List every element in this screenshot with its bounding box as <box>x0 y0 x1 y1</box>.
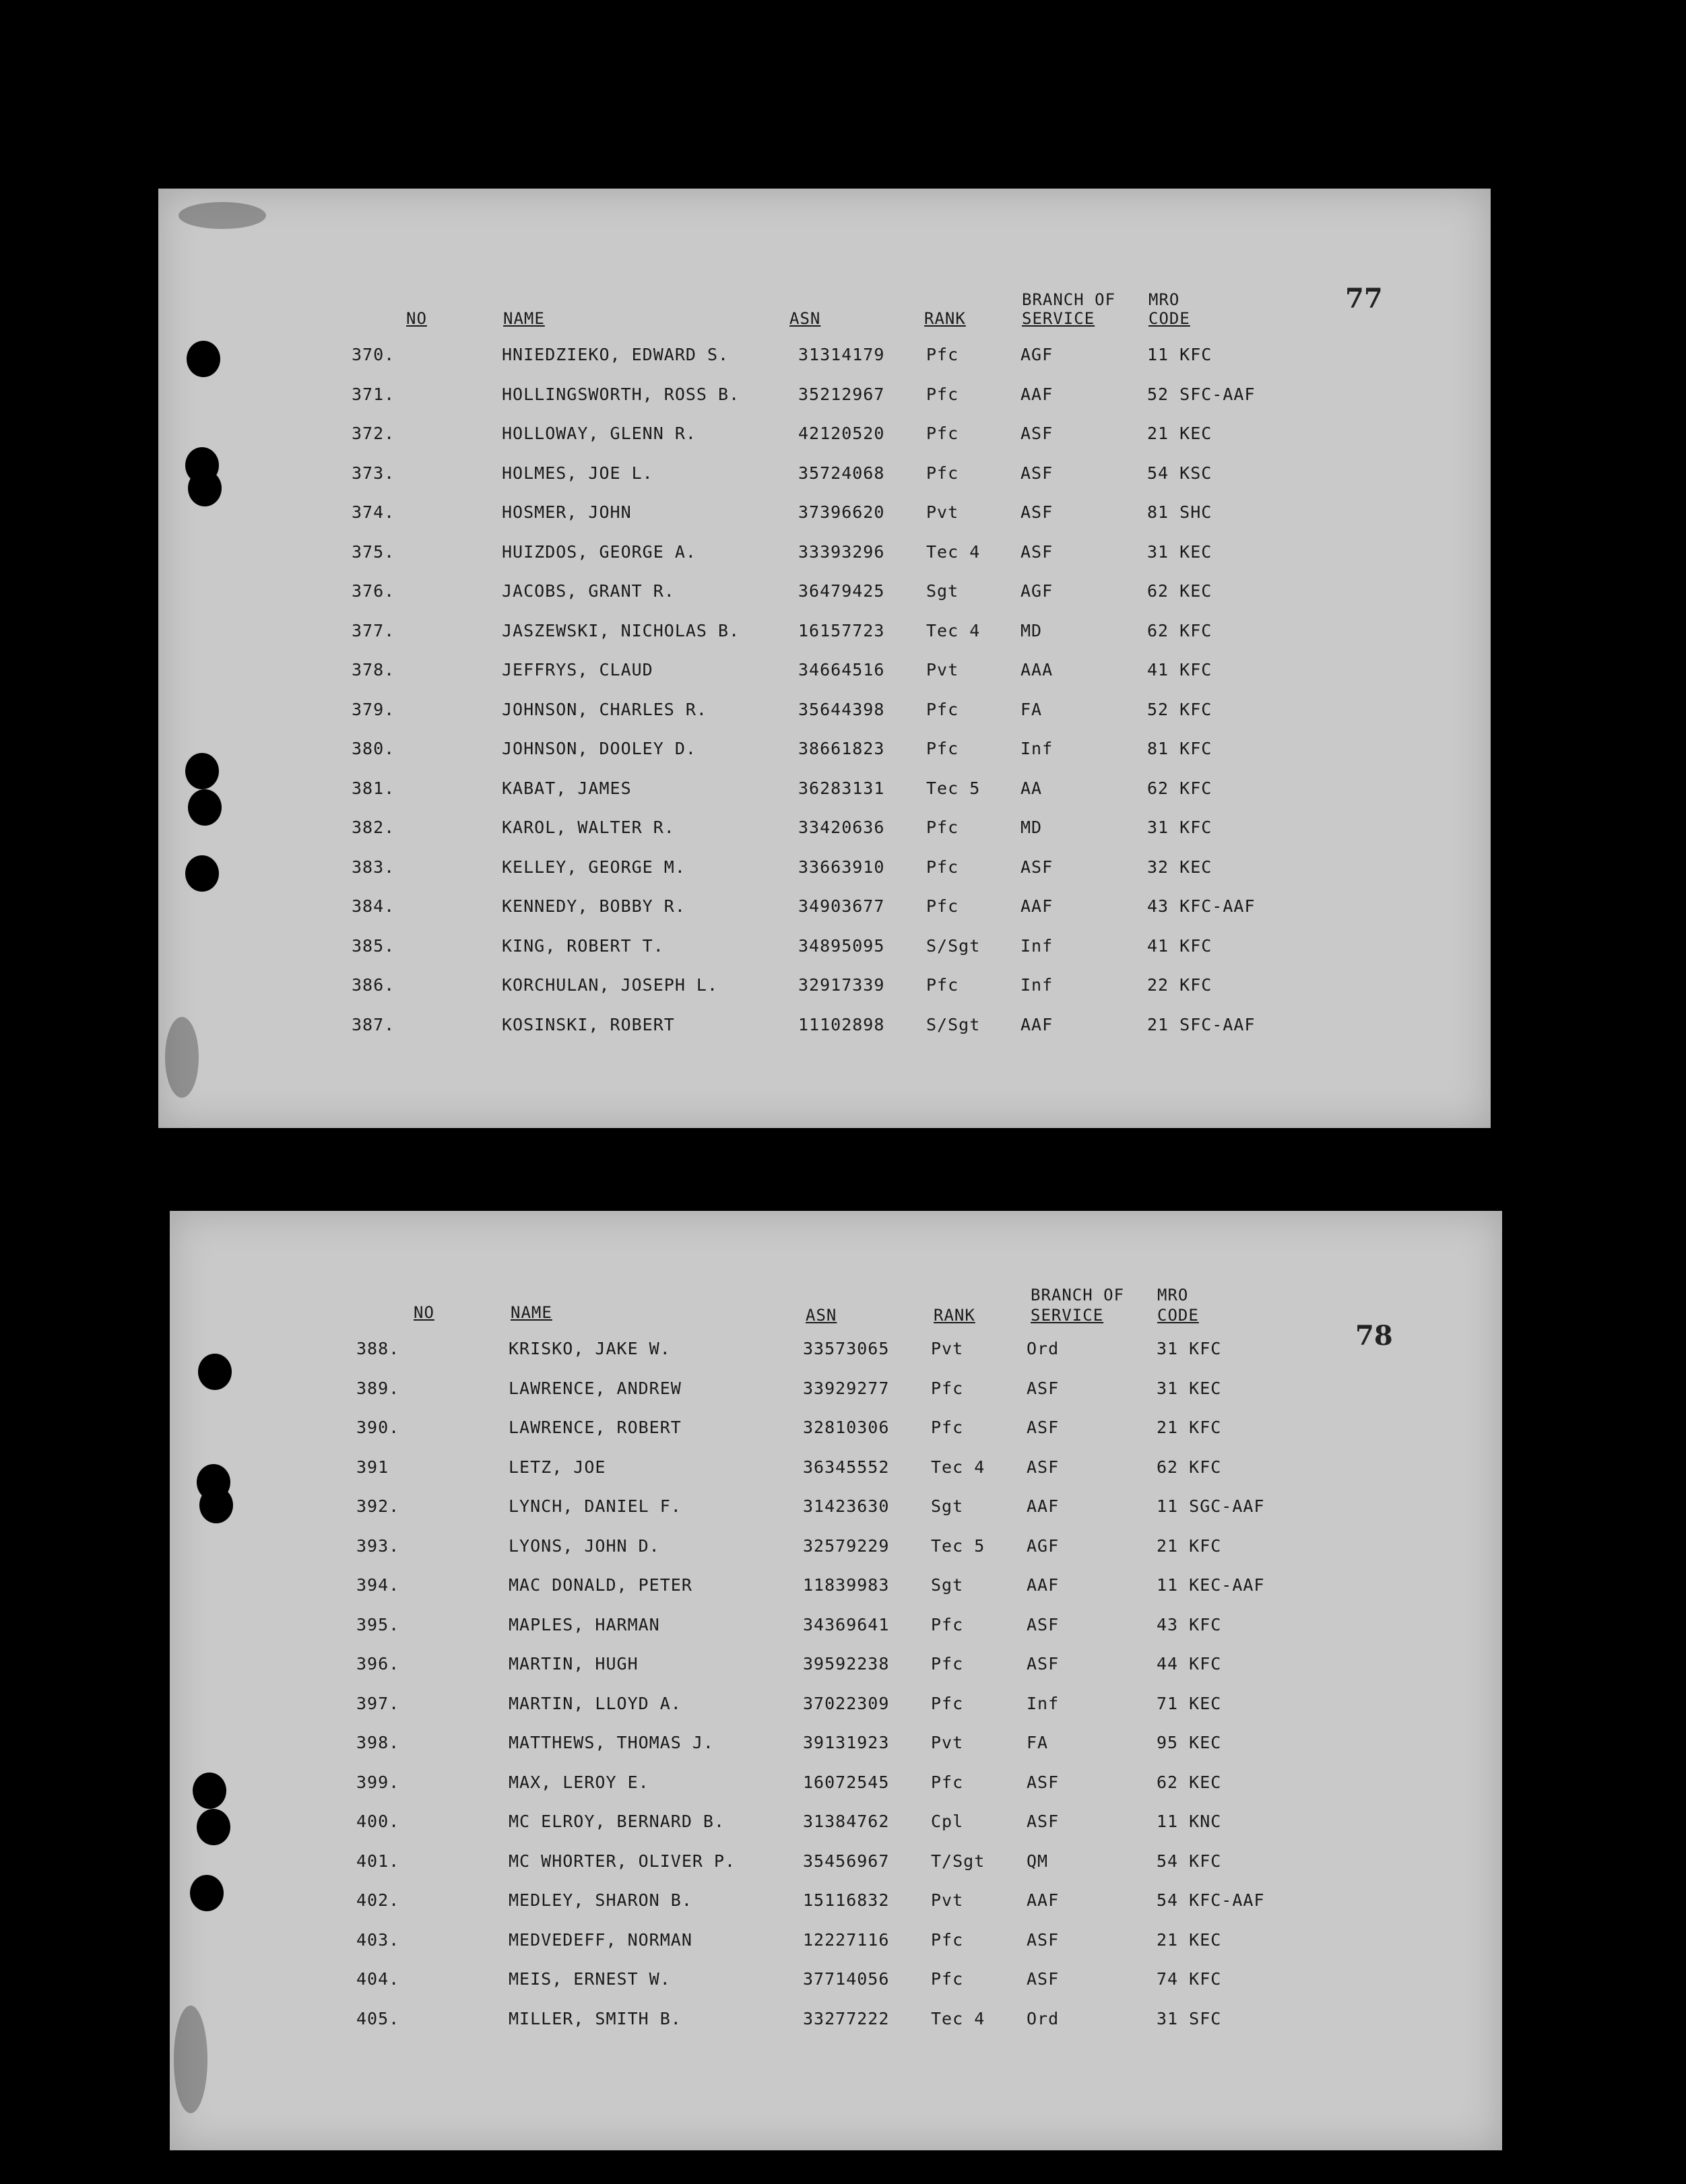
row-rank: Pfc <box>931 1969 964 1989</box>
row-asn: 34895095 <box>798 935 885 956</box>
row-name: LYONS, JOHN D. <box>509 1535 660 1556</box>
row-rank: Pfc <box>926 896 959 916</box>
row-rank: Pvt <box>926 502 959 522</box>
table-row <box>170 1694 1502 1733</box>
row-mro: 43 KFC-AAF <box>1147 896 1256 916</box>
row-mro: 52 SFC-AAF <box>1147 384 1256 404</box>
row-no: 388. <box>356 1339 400 1358</box>
row-rank: Tec 4 <box>926 541 981 562</box>
table-row <box>158 818 1491 857</box>
row-rank: Pfc <box>926 975 959 995</box>
row-no: 398. <box>356 1733 400 1752</box>
table-row <box>158 581 1491 621</box>
row-asn: 32917339 <box>798 975 885 995</box>
row-asn: 35644398 <box>798 699 885 719</box>
table-row <box>170 1418 1502 1457</box>
row-name: JOHNSON, DOOLEY D. <box>502 739 696 758</box>
table-row <box>158 621 1491 661</box>
row-no: 392. <box>356 1496 400 1516</box>
header-mro-line2: CODE <box>1148 309 1190 328</box>
row-mro: 62 KEC <box>1147 581 1212 601</box>
row-rank: Tec 4 <box>931 1457 985 1477</box>
row-branch: MD <box>1020 620 1043 640</box>
row-mro: 31 KFC <box>1147 818 1212 837</box>
row-branch: ASF <box>1020 424 1053 443</box>
row-asn: 33663910 <box>798 857 885 877</box>
row-mro: 44 KFC <box>1157 1654 1222 1674</box>
roster-page-78 <box>170 1211 1502 2150</box>
row-asn: 33277222 <box>803 2008 890 2028</box>
row-asn: 39592238 <box>803 1654 890 1674</box>
row-name: LETZ, JOE <box>509 1457 606 1477</box>
table-row <box>158 660 1491 700</box>
row-rank: Pfc <box>931 1929 964 1950</box>
row-no: 382. <box>352 818 395 837</box>
row-branch: ASF <box>1027 1418 1060 1437</box>
row-name: KING, ROBERT T. <box>502 935 664 956</box>
row-no: 397. <box>356 1693 400 1713</box>
row-name: HNIEDZIEKO, EDWARD S. <box>502 345 729 364</box>
row-rank: Pvt <box>931 1890 964 1910</box>
header-asn: ASN <box>806 1306 837 1325</box>
row-rank: Sgt <box>926 581 959 601</box>
row-name: JEFFRYS, CLAUD <box>502 660 653 680</box>
row-mro: 81 KFC <box>1147 739 1212 758</box>
row-no: 379. <box>352 699 395 719</box>
row-branch: Inf <box>1020 975 1053 995</box>
row-branch: AGF <box>1020 345 1053 364</box>
row-branch: Inf <box>1027 1693 1060 1713</box>
row-no: 387. <box>352 1014 395 1034</box>
row-no: 405. <box>356 2008 400 2028</box>
row-rank: T/Sgt <box>931 1851 985 1871</box>
row-asn: 31423630 <box>803 1496 890 1516</box>
row-name: KOSINSKI, ROBERT <box>502 1014 675 1034</box>
roster-page-77 <box>158 189 1491 1128</box>
header-no: NO <box>406 309 427 328</box>
header-branch-line1: BRANCH OF <box>1022 290 1116 309</box>
row-no: 390. <box>356 1418 400 1437</box>
row-name: MEDLEY, SHARON B. <box>509 1890 692 1910</box>
row-mro: 31 KEC <box>1147 541 1212 562</box>
table-row <box>158 1015 1491 1055</box>
row-name: MEDVEDEFF, NORMAN <box>509 1929 692 1950</box>
table-row <box>158 700 1491 739</box>
row-branch: Inf <box>1020 739 1053 758</box>
row-mro: 43 KFC <box>1157 1614 1222 1634</box>
row-no: 389. <box>356 1378 400 1398</box>
row-asn: 32579229 <box>803 1535 890 1556</box>
row-branch: AAF <box>1027 1496 1060 1516</box>
row-branch: ASF <box>1027 1654 1060 1674</box>
row-name: JOHNSON, CHARLES R. <box>502 699 707 719</box>
row-asn: 35456967 <box>803 1851 890 1871</box>
row-branch: ASF <box>1027 1929 1060 1950</box>
row-name: MATTHEWS, THOMAS J. <box>509 1733 714 1752</box>
row-branch: AAF <box>1027 1890 1060 1910</box>
row-branch: AAF <box>1027 1575 1060 1595</box>
row-mro: 81 SHC <box>1147 502 1212 522</box>
row-rank: Sgt <box>931 1496 964 1516</box>
row-mro: 21 KEC <box>1157 1929 1222 1950</box>
row-mro: 21 KEC <box>1147 424 1212 443</box>
row-mro: 11 SGC-AAF <box>1157 1496 1265 1516</box>
row-branch: ASF <box>1020 857 1053 877</box>
row-name: LAWRENCE, ROBERT <box>509 1418 682 1437</box>
row-branch: Ord <box>1027 2008 1060 2028</box>
row-branch: AAF <box>1020 384 1053 404</box>
row-branch: AA <box>1020 778 1043 798</box>
row-name: KORCHULAN, JOSEPH L. <box>502 975 719 995</box>
row-no: 396. <box>356 1654 400 1674</box>
row-name: HOLLOWAY, GLENN R. <box>502 424 696 443</box>
row-mro: 95 KEC <box>1157 1733 1222 1752</box>
row-branch: ASF <box>1027 1772 1060 1792</box>
row-no: 394. <box>356 1575 400 1595</box>
row-name: MC ELROY, BERNARD B. <box>509 1812 725 1831</box>
row-rank: S/Sgt <box>926 935 981 956</box>
header-no: NO <box>414 1303 434 1322</box>
row-no: 383. <box>352 857 395 877</box>
row-mro: 52 KFC <box>1147 699 1212 719</box>
row-asn: 33393296 <box>798 541 885 562</box>
table-row <box>158 739 1491 779</box>
row-mro: 54 KFC <box>1157 1851 1222 1871</box>
row-no: 401. <box>356 1851 400 1871</box>
row-mro: 62 KFC <box>1147 778 1212 798</box>
row-mro: 21 SFC-AAF <box>1147 1014 1256 1034</box>
row-no: 404. <box>356 1969 400 1989</box>
row-mro: 31 KEC <box>1157 1378 1222 1398</box>
row-asn: 38661823 <box>798 739 885 758</box>
table-row <box>158 463 1491 503</box>
header-mro-line1: MRO <box>1157 1286 1189 1304</box>
row-mro: 21 KFC <box>1157 1418 1222 1437</box>
table-row <box>170 1615 1502 1655</box>
row-asn: 16157723 <box>798 620 885 640</box>
table-row <box>158 385 1491 424</box>
row-name: JASZEWSKI, NICHOLAS B. <box>502 620 740 640</box>
table-row <box>170 1733 1502 1773</box>
row-mro: 11 KEC-AAF <box>1157 1575 1265 1595</box>
row-rank: Pfc <box>926 699 959 719</box>
page-number: 77 <box>1345 283 1383 315</box>
row-no: 385. <box>352 935 395 956</box>
row-asn: 39131923 <box>803 1733 890 1752</box>
row-rank: Pfc <box>926 857 959 877</box>
row-mro: 32 KEC <box>1147 857 1212 877</box>
row-no: 399. <box>356 1772 400 1792</box>
row-asn: 37714056 <box>803 1969 890 1989</box>
row-asn: 31384762 <box>803 1812 890 1831</box>
table-row <box>158 424 1491 463</box>
row-mro: 11 KFC <box>1147 345 1212 364</box>
row-asn: 33929277 <box>803 1378 890 1398</box>
row-branch: ASF <box>1027 1614 1060 1634</box>
row-no: 381. <box>352 778 395 798</box>
smudge <box>179 202 266 229</box>
row-rank: Pfc <box>931 1772 964 1792</box>
row-mro: 54 KFC-AAF <box>1157 1890 1265 1910</box>
table-row <box>158 896 1491 936</box>
row-no: 400. <box>356 1812 400 1831</box>
header-branch-line2: SERVICE <box>1031 1306 1104 1325</box>
table-row <box>158 975 1491 1015</box>
row-rank: Pfc <box>926 818 959 837</box>
row-name: MARTIN, LLOYD A. <box>509 1693 682 1713</box>
row-rank: Pfc <box>931 1693 964 1713</box>
row-branch: ASF <box>1027 1812 1060 1831</box>
row-no: 402. <box>356 1890 400 1910</box>
row-rank: Pfc <box>926 384 959 404</box>
row-no: 374. <box>352 502 395 522</box>
row-mro: 11 KNC <box>1157 1812 1222 1831</box>
row-name: MILLER, SMITH B. <box>509 2008 682 2028</box>
row-name: HOLLINGSWORTH, ROSS B. <box>502 384 740 404</box>
header-rank: RANK <box>934 1306 975 1325</box>
row-mro: 31 KFC <box>1157 1339 1222 1358</box>
row-asn: 36283131 <box>798 778 885 798</box>
row-branch: FA <box>1020 699 1043 719</box>
table-row <box>170 1379 1502 1418</box>
header-asn: ASN <box>789 309 821 328</box>
row-name: KRISKO, JAKE W. <box>509 1339 671 1358</box>
row-no: 375. <box>352 541 395 562</box>
row-name: MAC DONALD, PETER <box>509 1575 692 1595</box>
row-no: 370. <box>352 345 395 364</box>
row-name: MAPLES, HARMAN <box>509 1614 660 1634</box>
row-asn: 35212967 <box>798 384 885 404</box>
row-no: 380. <box>352 739 395 758</box>
row-no: 372. <box>352 424 395 443</box>
table-row <box>170 1457 1502 1497</box>
table-row <box>170 1851 1502 1891</box>
row-branch: Ord <box>1027 1339 1060 1358</box>
row-asn: 11839983 <box>803 1575 890 1595</box>
row-rank: Pfc <box>926 424 959 443</box>
row-name: MEIS, ERNEST W. <box>509 1969 671 1989</box>
row-mro: 62 KFC <box>1157 1457 1222 1477</box>
row-rank: Pvt <box>931 1733 964 1752</box>
row-mro: 71 KEC <box>1157 1693 1222 1713</box>
row-asn: 31314179 <box>798 345 885 364</box>
table-row <box>170 1496 1502 1536</box>
header-name: NAME <box>503 309 545 328</box>
row-branch: QM <box>1027 1851 1049 1871</box>
row-name: KAROL, WALTER R. <box>502 818 675 837</box>
row-branch: ASF <box>1027 1969 1060 1989</box>
row-mro: 54 KSC <box>1147 463 1212 483</box>
roster-table <box>158 345 1491 1054</box>
row-name: MARTIN, HUGH <box>509 1654 639 1674</box>
row-branch: ASF <box>1027 1457 1060 1477</box>
row-rank: Pfc <box>931 1418 964 1437</box>
row-rank: Pfc <box>926 463 959 483</box>
table-row <box>170 1536 1502 1576</box>
row-mro: 22 KFC <box>1147 975 1212 995</box>
header-branch-line1: BRANCH OF <box>1031 1286 1125 1304</box>
row-name: HOLMES, JOE L. <box>502 463 653 483</box>
row-branch: AAF <box>1020 896 1053 916</box>
table-row <box>158 779 1491 818</box>
row-branch: ASF <box>1020 502 1053 522</box>
row-branch: AGF <box>1020 581 1053 601</box>
row-rank: Pfc <box>926 739 959 758</box>
header-mro-line1: MRO <box>1148 290 1180 309</box>
row-asn: 15116832 <box>803 1890 890 1910</box>
row-name: LAWRENCE, ANDREW <box>509 1378 682 1398</box>
table-row <box>170 2009 1502 2049</box>
row-mro: 21 KFC <box>1157 1535 1222 1556</box>
row-mro: 41 KFC <box>1147 935 1212 956</box>
table-row <box>170 1654 1502 1694</box>
row-no: 376. <box>352 581 395 601</box>
table-row <box>170 1812 1502 1851</box>
row-name: KELLEY, GEORGE M. <box>502 857 686 877</box>
row-rank: Pfc <box>931 1614 964 1634</box>
table-row <box>170 1890 1502 1930</box>
table-row <box>158 345 1491 385</box>
row-mro: 31 SFC <box>1157 2008 1222 2028</box>
header-rank: RANK <box>924 309 966 328</box>
row-no: 395. <box>356 1614 400 1634</box>
row-no: 371. <box>352 384 395 404</box>
header-branch-line2: SERVICE <box>1022 309 1095 328</box>
row-no: 386. <box>352 975 395 995</box>
row-asn: 37396620 <box>798 502 885 522</box>
row-asn: 34664516 <box>798 660 885 680</box>
row-asn: 34369641 <box>803 1614 890 1634</box>
row-rank: Pfc <box>926 345 959 364</box>
row-rank: Pfc <box>931 1654 964 1674</box>
table-row <box>170 1930 1502 1970</box>
row-name: KENNEDY, BOBBY R. <box>502 896 686 916</box>
table-row <box>158 502 1491 542</box>
row-rank: Tec 5 <box>926 778 981 798</box>
row-no: 393. <box>356 1535 400 1556</box>
table-row <box>158 936 1491 976</box>
header-name: NAME <box>511 1303 552 1322</box>
row-mro: 41 KFC <box>1147 660 1212 680</box>
row-asn: 11102898 <box>798 1014 885 1034</box>
row-branch: AGF <box>1027 1535 1060 1556</box>
row-asn: 42120520 <box>798 424 885 443</box>
table-row <box>158 542 1491 582</box>
row-rank: Sgt <box>931 1575 964 1595</box>
row-branch: ASF <box>1020 541 1053 562</box>
table-row <box>170 1773 1502 1812</box>
page-number: 78 <box>1355 1320 1393 1352</box>
row-name: JACOBS, GRANT R. <box>502 581 675 601</box>
row-asn: 12227116 <box>803 1929 890 1950</box>
row-branch: FA <box>1027 1733 1049 1752</box>
row-no: 378. <box>352 660 395 680</box>
row-rank: Tec 5 <box>931 1535 985 1556</box>
table-row <box>158 857 1491 897</box>
header-mro-line2: CODE <box>1157 1306 1199 1325</box>
row-rank: Tec 4 <box>926 620 981 640</box>
row-rank: Pvt <box>926 660 959 680</box>
row-asn: 35724068 <box>798 463 885 483</box>
row-asn: 16072545 <box>803 1772 890 1792</box>
row-mro: 74 KFC <box>1157 1969 1222 1989</box>
row-no: 384. <box>352 896 395 916</box>
row-branch: Inf <box>1020 935 1053 956</box>
roster-table <box>170 1339 1502 2048</box>
row-no: 403. <box>356 1929 400 1950</box>
row-branch: MD <box>1020 818 1043 837</box>
row-name: HUIZDOS, GEORGE A. <box>502 541 696 562</box>
row-asn: 33573065 <box>803 1339 890 1358</box>
row-name: MC WHORTER, OLIVER P. <box>509 1851 736 1871</box>
row-name: LYNCH, DANIEL F. <box>509 1496 682 1516</box>
row-mro: 62 KFC <box>1147 620 1212 640</box>
row-no: 377. <box>352 620 395 640</box>
row-rank: Tec 4 <box>931 2008 985 2028</box>
row-mro: 62 KEC <box>1157 1772 1222 1792</box>
row-asn: 36345552 <box>803 1457 890 1477</box>
row-asn: 32810306 <box>803 1418 890 1437</box>
row-branch: ASF <box>1027 1378 1060 1398</box>
row-no: 391 <box>356 1457 389 1477</box>
row-branch: AAA <box>1020 660 1053 680</box>
row-name: KABAT, JAMES <box>502 778 632 798</box>
table-row <box>170 1969 1502 2009</box>
row-asn: 34903677 <box>798 896 885 916</box>
row-asn: 37022309 <box>803 1693 890 1713</box>
row-rank: Pfc <box>931 1378 964 1398</box>
table-row <box>170 1575 1502 1615</box>
row-rank: S/Sgt <box>926 1014 981 1034</box>
row-asn: 36479425 <box>798 581 885 601</box>
row-rank: Cpl <box>931 1812 964 1831</box>
row-no: 373. <box>352 463 395 483</box>
row-name: MAX, LEROY E. <box>509 1772 649 1792</box>
table-row <box>170 1339 1502 1379</box>
row-branch: ASF <box>1020 463 1053 483</box>
row-asn: 33420636 <box>798 818 885 837</box>
row-branch: AAF <box>1020 1014 1053 1034</box>
row-name: HOSMER, JOHN <box>502 502 632 522</box>
row-rank: Pvt <box>931 1339 964 1358</box>
